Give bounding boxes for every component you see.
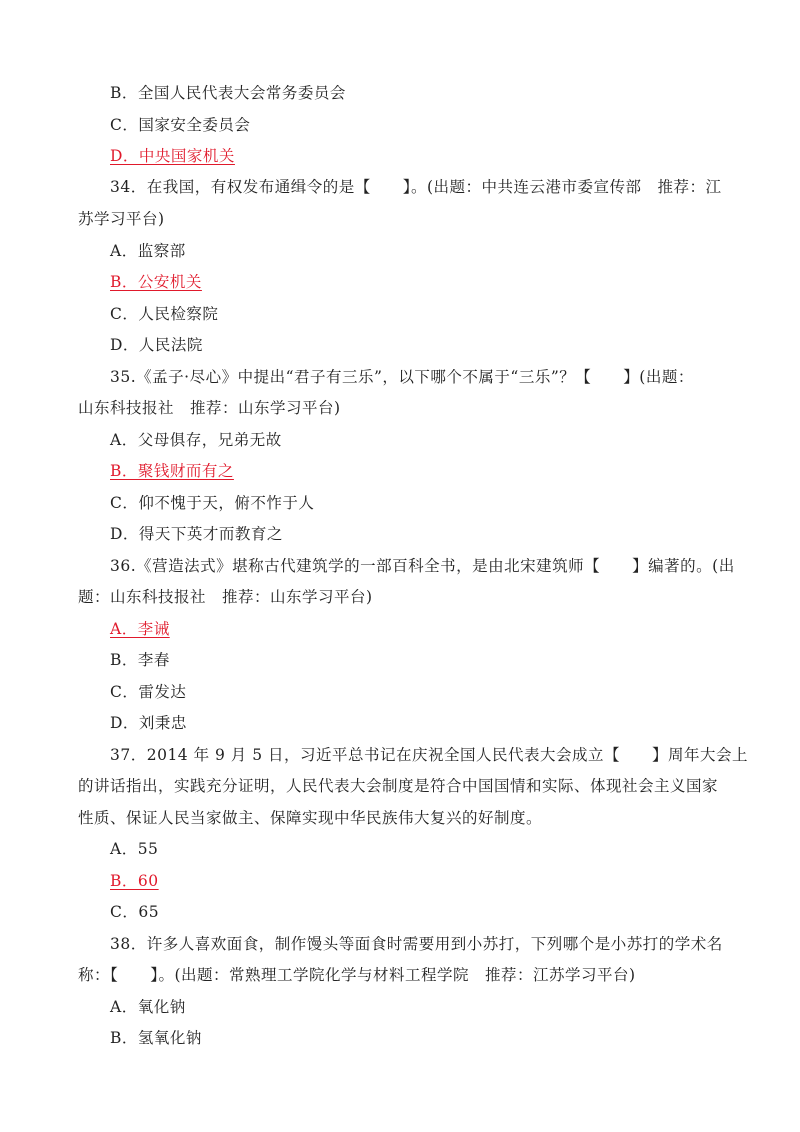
q34-option-d: D．人民法院	[110, 336, 203, 354]
q36-answer-option-a: A．李诫	[110, 620, 170, 638]
question-35-text: 35.《孟子·尽心》中提出“君子有三乐”，以下哪个不属于“三乐”？【 】(出题：	[110, 368, 694, 386]
question-34-text: 34．在我国，有权发布通缉令的是【 】。(出题：中共连云港市委宣传部 推荐：江	[110, 178, 722, 196]
question-38-text: 38．许多人喜欢面食，制作馒头等面食时需要用到小苏打，下列哪个是小苏打的学术名	[110, 935, 723, 953]
q36-option-b: B．李春	[110, 651, 170, 669]
option-c: C．国家安全委员会	[110, 116, 251, 134]
question-37-text: 37．2014 年 9 月 5 日，习近平总书记在庆祝全国人民代表大会成立【 】周年大会上	[110, 746, 749, 764]
q38-option-a: A．氧化钠	[110, 998, 186, 1016]
question-36-text-cont: 题：山东科技报社 推荐：山东学习平台)	[78, 588, 373, 606]
q35-option-d: D．得天下英才而教育之	[110, 525, 283, 543]
question-37-text-cont-2: 性质、保证人民当家做主、保障实现中华民族伟大复兴的好制度。	[78, 809, 543, 827]
option-b: B．全国人民代表大会常务委员会	[110, 84, 346, 102]
q37-option-a: A．55	[110, 840, 159, 858]
question-34-text-cont: 苏学习平台)	[78, 210, 165, 228]
q35-option-c: C．仰不愧于天，俯不怍于人	[110, 494, 315, 512]
q36-option-d: D．刘秉忠	[110, 714, 187, 732]
question-36-text: 36.《营造法式》堪称古代建筑学的一部百科全书，是由北宋建筑师【 】编著的。(出	[110, 557, 735, 575]
question-37-text-cont-1: 的讲话指出，实践充分证明，人民代表大会制度是符合中国国情和实际、体现社会主义国家	[78, 777, 719, 795]
q37-answer-option-b: B．60	[110, 872, 159, 890]
question-38-text-cont: 称：【 】。(出题：常熟理工学院化学与材料工程学院 推荐：江苏学习平台)	[78, 966, 636, 984]
answer-option-d: D．中央国家机关	[110, 147, 235, 165]
q35-option-a: A．父母俱存，兄弟无故	[110, 431, 282, 449]
q34-option-c: C．人民检察院	[110, 305, 219, 323]
question-35-text-cont: 山东科技报社 推荐：山东学习平台)	[78, 399, 341, 417]
q36-option-c: C．雷发达	[110, 683, 187, 701]
q35-answer-option-b: B．聚钱财而有之	[110, 462, 234, 480]
q37-option-c: C．65	[110, 903, 160, 921]
q34-answer-option-b: B．公安机关	[110, 273, 202, 291]
q38-option-b: B．氢氧化钠	[110, 1029, 202, 1047]
q34-option-a: A．监察部	[110, 242, 186, 260]
